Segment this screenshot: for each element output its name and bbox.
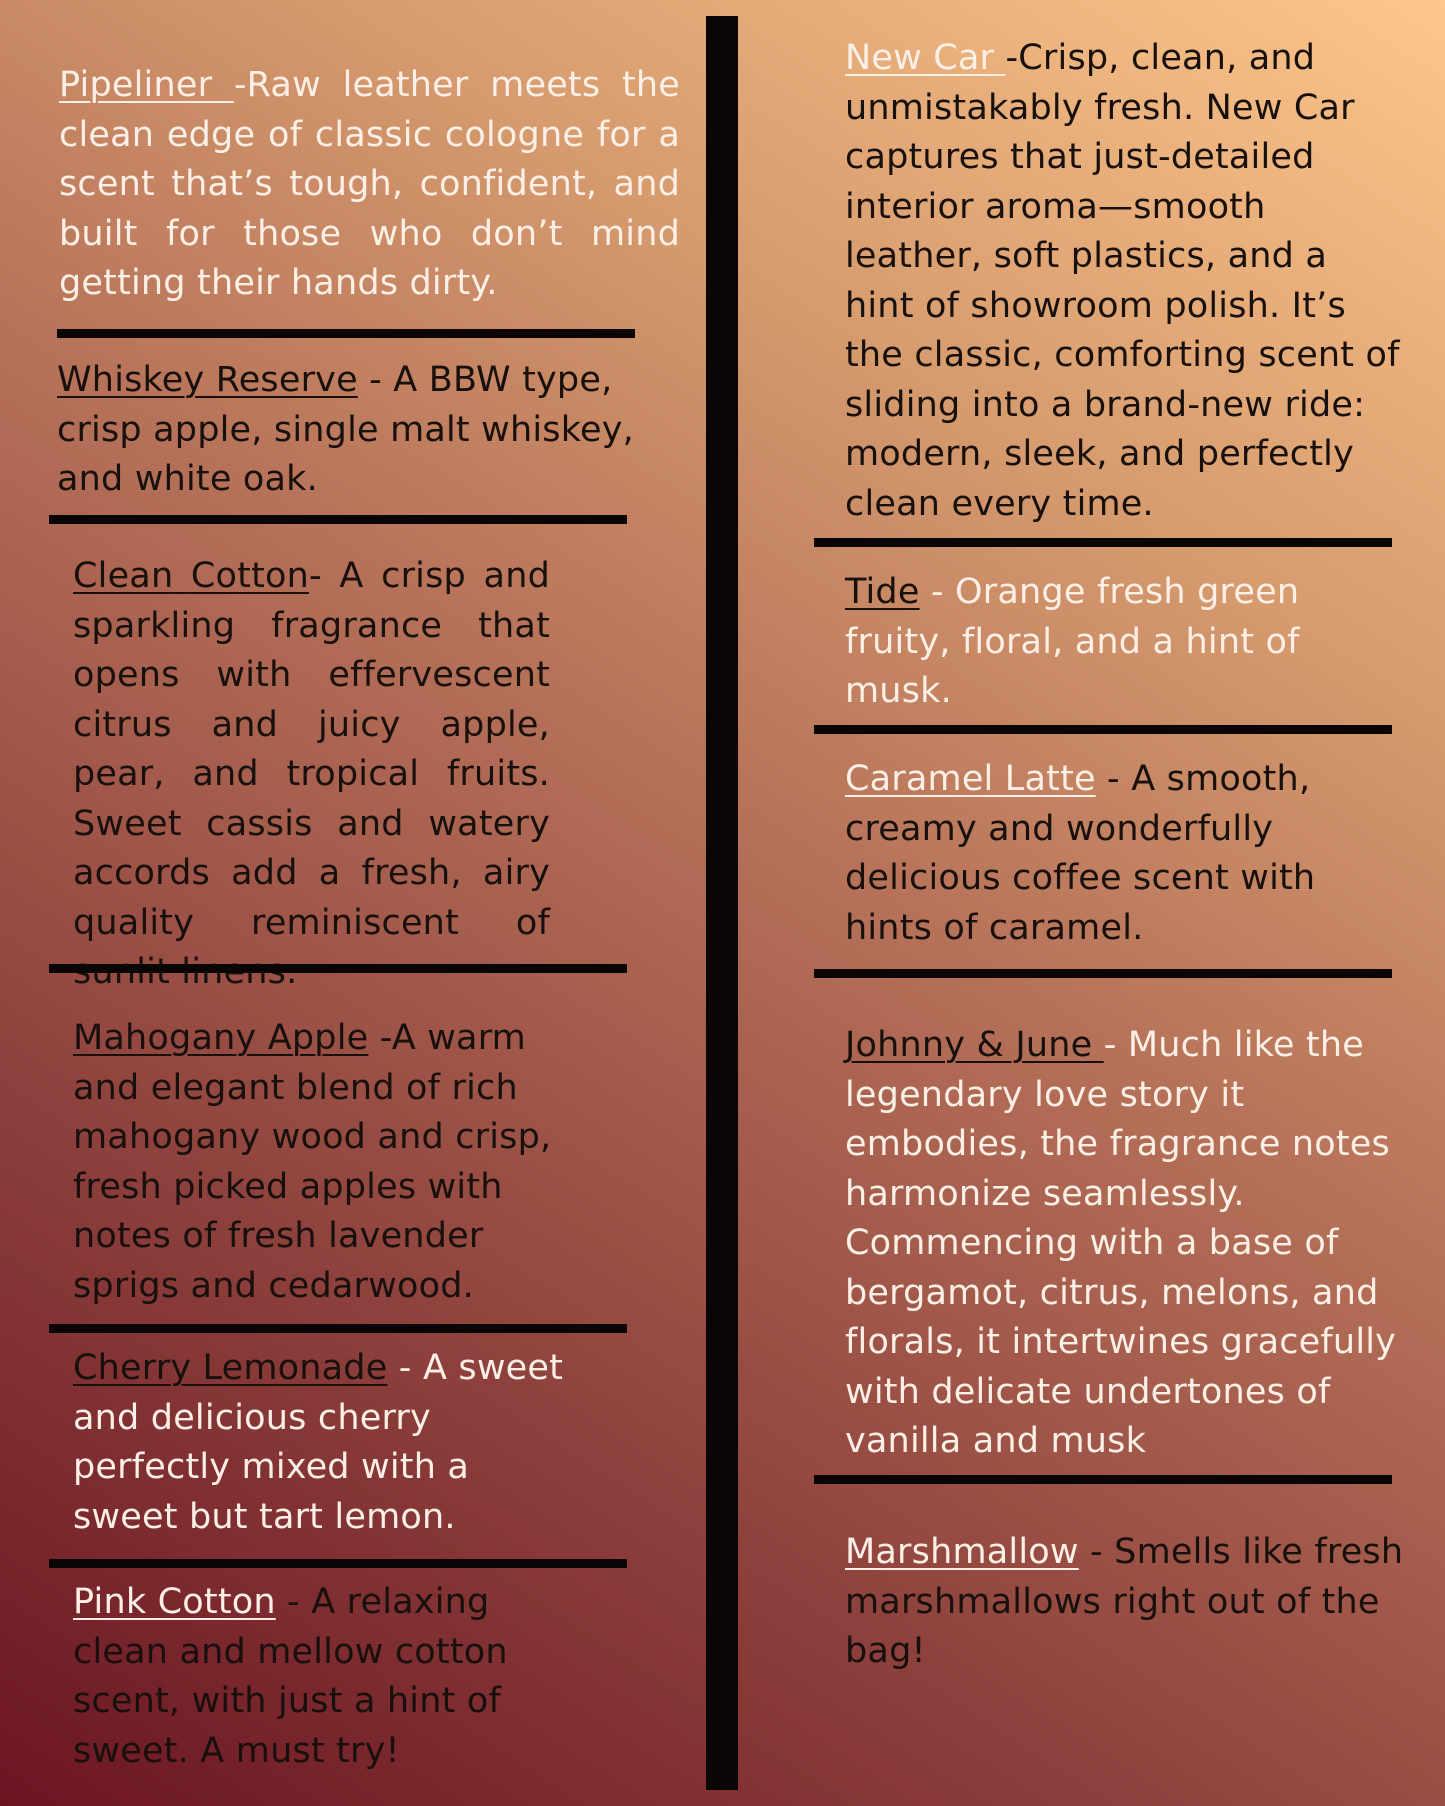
scent-pipeliner: [59, 61, 680, 309]
scent-description: - A sweet and delicious cherry perfectly mixed with a sweet but tart lemon.: [73, 1348, 564, 1537]
scent-description: -A warm and elegant blend of rich mahogany wood and crisp, fresh picked apples with notes of fresh lavender sprigs and cedarwood.: [73, 1018, 552, 1306]
section-rule: [814, 969, 1392, 978]
scent-description: - A crisp and sparkling fragrance that opens with effervescent citrus and juicy apple, pear, and tropical fruits. Sweet cassis and watery accords add a fresh, airy quality reminiscent of: [73, 556, 550, 943]
scent-description: - A BBW type, crisp apple, single malt whiskey, and white oak.: [57, 360, 634, 499]
scent-description: -Raw leather meets the clean edge of classic cologne for a scent that’s tough, confident, and built for those who don’t mind getting their hands dirty.: [59, 65, 680, 303]
scent-johnny-june: [845, 1021, 1400, 1467]
scent-description: - Orange fresh green fruity, floral, and a hint of musk.: [845, 572, 1300, 711]
scent-description: - A smooth, creamy and wonderfully delicious coffee scent with hints of caramel.: [845, 759, 1316, 948]
scent-name: Cherry Lemonade: [73, 1348, 388, 1388]
section-rule: [814, 1475, 1392, 1484]
section-rule: [814, 538, 1392, 547]
section-rule: [49, 964, 627, 973]
section-rule: [814, 725, 1392, 734]
scent-description: -Crisp, clean, and unmistakably fresh. New Car captures that just-detailed interior aroma—smooth leather, soft plastics, and a hint of showroom polish. It’s the classic, comforting scent of sliding into a brand-new ride: modern, sleek, and perfectly clean every time.: [845, 38, 1400, 524]
scent-name: Caramel Latte: [845, 759, 1096, 799]
scent-clean-cotton: [73, 552, 550, 998]
scent-name: New Car: [845, 38, 1006, 78]
scent-name: Pink Cotton: [73, 1582, 276, 1622]
section-rule: [57, 329, 635, 338]
scent-tide: [845, 568, 1315, 717]
scent-cherry-lemonade: [73, 1344, 573, 1542]
scent-name: Tide: [845, 572, 920, 612]
scent-description: - Smells like fresh marshmallows right out of the bag!: [845, 1532, 1404, 1671]
scent-mahogany-apple: [73, 1014, 553, 1311]
scent-whiskey-reserve: [57, 356, 647, 505]
section-rule: [49, 1324, 627, 1333]
scent-name: Mahogany Apple: [73, 1018, 369, 1058]
section-rule: [49, 1559, 627, 1568]
scent-description: - Much like the legendary love story it embodies, the fragrance notes harmonize seamlessly. Commencing with a base of bergamot, citrus, melons, and florals, it intertwines gracefully with delicate undertones of vanilla and musk: [845, 1025, 1397, 1461]
scent-marshmallow: [845, 1528, 1405, 1677]
scent-name: Whiskey Reserve: [57, 360, 358, 400]
section-rule: [49, 515, 627, 524]
scent-name: Marshmallow: [845, 1532, 1079, 1572]
scent-pink-cotton: [73, 1578, 528, 1776]
scent-name: Pipeliner: [59, 65, 234, 105]
column-divider: [706, 16, 738, 1790]
scent-caramel-latte: [845, 755, 1325, 953]
scent-name: Clean Cotton: [73, 556, 310, 596]
scent-new-car: [845, 34, 1405, 529]
scent-description: - A relaxing clean and mellow cotton scent, with just a hint of sweet. A must try!: [73, 1582, 508, 1771]
scent-name: Johnny & June: [845, 1025, 1104, 1065]
